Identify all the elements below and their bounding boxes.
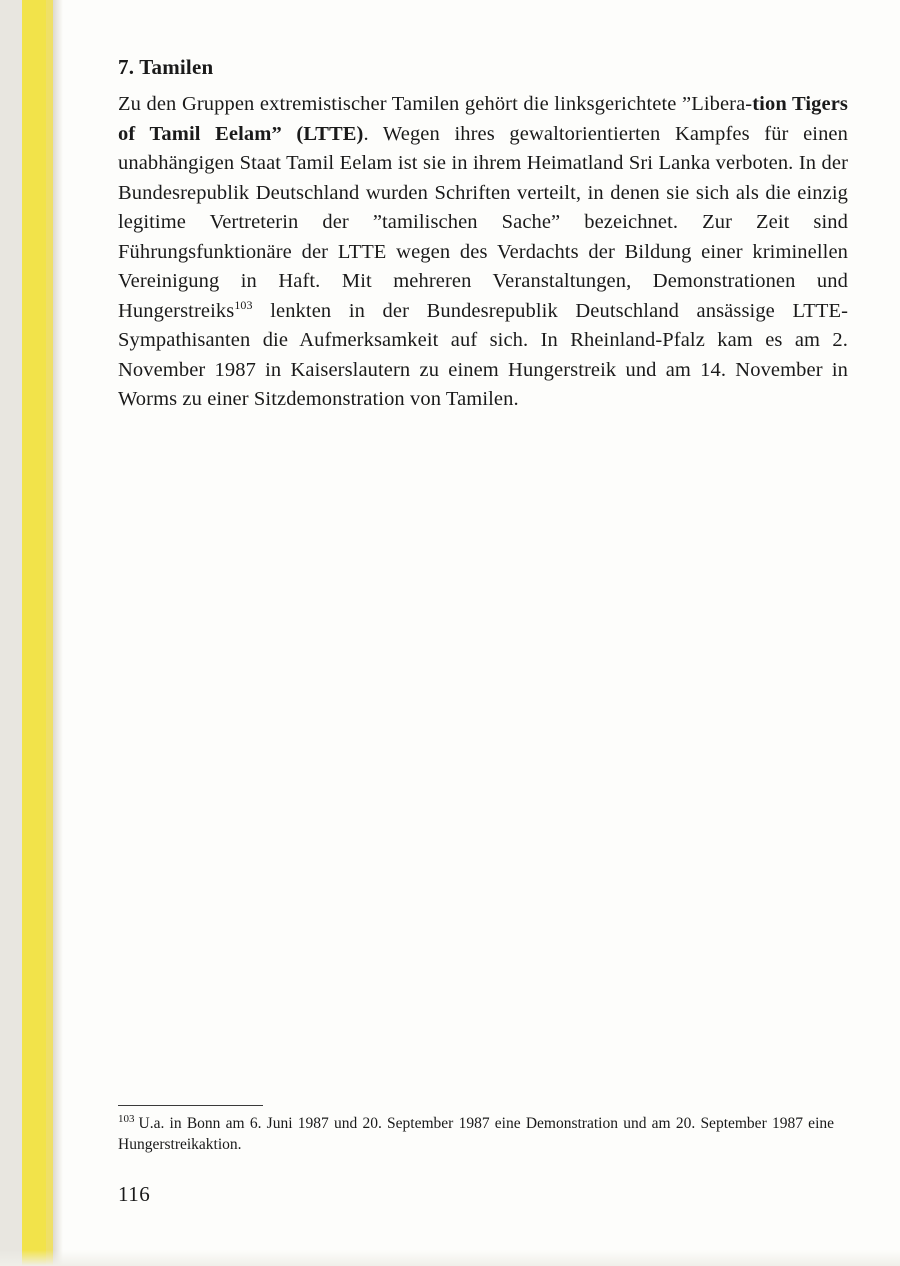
footnote-separator-rule (118, 1105, 263, 1106)
footnote-reference-103: 103 (234, 297, 253, 312)
paragraph-part-1: Zu den Gruppen extremistischer Tamilen gehört die linksgerichtete ”Libera- (118, 93, 753, 115)
footnote-area (118, 1105, 854, 1155)
page-number: 116 (118, 1182, 151, 1206)
scan-edge-yellow-strip (22, 0, 46, 1266)
page-title: 7. Tamilen (118, 55, 214, 79)
footnote-item (118, 1113, 834, 1155)
paragraph-part-3: lenkten in der Bundesrepublik Deutschland ansässige LTTE-Sympathisanten die Aufmerksamkeit auf sich. In Rheinland-Pfalz kam es am 2. November 1987 in Kaiserslautern zu einem Hungerstreik und am 14. November in Worms zu einer Sitzdemonstration von Tamilen. (118, 299, 848, 410)
scan-edge-shadow (53, 0, 63, 1266)
body-paragraph (118, 90, 848, 415)
scan-edge-dark (0, 0, 22, 1266)
paragraph-bold-organization: tion Tigers of Tamil Eelam” (LTTE) (118, 93, 849, 145)
footnote-number: 103 (118, 1112, 135, 1125)
footnote-text: U.a. in Bonn am 6. Juni 1987 und 20. September 1987 eine Demonstration und am 20. September 1987 eine Hungerstreikaktion. (118, 1115, 834, 1153)
scan-edge-yellow-inner (46, 0, 53, 1266)
paragraph-part-2: . Wegen ihres gewaltorientierten Kampfes für einen unabhängigen Staat Tamil Eelam ist sie in ihrem Heimatland Sri Lanka verboten. In der Bundesrepublik Deutschland wurden Schriften verteilt, in denen sie sich als die einzig legitime Vertreterin der ”tamilischen Sache” bezeichnet. Zur Zeit sind Führungsfunktionäre der LTTE wegen des Verdachts der Bildung einer kriminellen Vereinigung in Haft. Mit mehreren Veranstaltungen, Demonstrationen und Hungerstreiks (118, 122, 848, 322)
page-content (118, 0, 854, 1266)
